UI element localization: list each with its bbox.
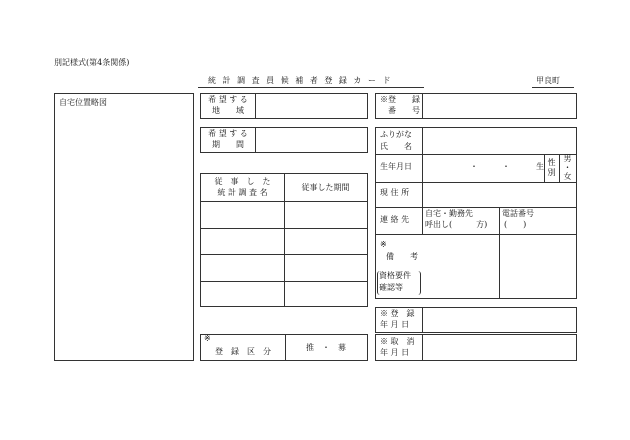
cancel-date-label-2: 年 月 日: [380, 348, 410, 357]
wish-period-label-1: 希 望 す る: [208, 129, 248, 138]
row-line: [201, 228, 367, 229]
column-divider: [284, 174, 285, 306]
survey-name-header-2: 統 計 調 査 名: [217, 188, 268, 197]
reg-date-label-2: 年 月 日: [380, 320, 410, 329]
sex-label-1: 性: [547, 158, 556, 167]
survey-history-table: [200, 173, 368, 307]
sex-separator: ・: [563, 163, 572, 172]
phone-paren: ( ): [504, 220, 527, 229]
divider: [499, 207, 500, 298]
birth-date-label: 生年月日: [380, 162, 412, 171]
phone-label: 電話番号: [502, 209, 534, 218]
name-input[interactable]: [423, 128, 576, 154]
personal-info-block: [375, 127, 577, 299]
contact-label: 連 絡 先: [380, 215, 410, 224]
wish-period-field[interactable]: [200, 127, 368, 153]
reg-class-label: 登 録 区 分: [215, 347, 271, 356]
registration-number-field[interactable]: [375, 93, 577, 119]
reg-no-label-1: ※登 録: [380, 95, 420, 104]
title-underline: [198, 87, 424, 88]
row-line: [201, 201, 367, 202]
remarks-mark: ※: [380, 240, 387, 249]
wish-area-label-1: 希 望 す る: [208, 95, 248, 104]
row-line: [201, 254, 367, 255]
row-line: [376, 207, 576, 208]
map-area[interactable]: [54, 93, 194, 361]
form-reference: 別記様式(第4条関係): [54, 58, 130, 67]
sex-female[interactable]: 女: [563, 172, 572, 181]
sex-label-2: 別: [547, 168, 556, 177]
remarks-label: 備 考: [386, 252, 418, 261]
town-underline: [532, 87, 574, 88]
map-label: 自宅位置略図: [59, 98, 107, 107]
address-label: 現 住 所: [380, 188, 410, 197]
cancellation-date-field[interactable]: [375, 334, 577, 361]
reg-class-mark: ※: [204, 334, 211, 343]
reg-date-label-1: ※ 登 録: [380, 309, 415, 318]
divider: [422, 94, 423, 118]
town-name: 甲良町: [536, 76, 560, 85]
qualification-label-2: 確認等: [379, 283, 403, 292]
reg-no-label-2: 番 号: [388, 106, 420, 115]
survey-name-header-1: 従 事 し た: [214, 177, 271, 186]
reg-class-options: 推 ・ 募: [306, 343, 346, 352]
row-line: [376, 154, 576, 155]
cancel-date-label-1: ※ 取 消: [380, 337, 415, 346]
contact-callout: 呼出し( 方): [425, 220, 488, 229]
furigana-label: ふりがな: [380, 130, 412, 139]
birth-suffix: 生: [536, 162, 544, 171]
form-title: 統 計 調 査 員 候 補 者 登 録 カ ー ド: [208, 76, 393, 85]
divider: [422, 308, 423, 332]
row-line: [201, 281, 367, 282]
wish-period-label-2: 期 間: [212, 140, 244, 149]
wish-area-field[interactable]: [200, 93, 368, 119]
survey-period-header: 従事した期間: [301, 183, 350, 192]
registration-class-field[interactable]: [200, 334, 368, 361]
birth-date-dots: ・ ・: [470, 162, 510, 171]
remarks-input[interactable]: [423, 235, 498, 298]
qualification-label-1: 資格要件: [379, 271, 411, 280]
name-label: 氏 名: [380, 142, 412, 151]
sex-male[interactable]: 男: [563, 154, 572, 163]
divider: [255, 94, 256, 118]
registration-date-field[interactable]: [375, 307, 577, 333]
address-input[interactable]: [423, 183, 576, 207]
contact-home: 自宅・勤務先: [425, 209, 473, 218]
divider: [255, 128, 256, 152]
wish-area-label-2: 地 域: [212, 106, 244, 115]
divider: [422, 335, 423, 360]
